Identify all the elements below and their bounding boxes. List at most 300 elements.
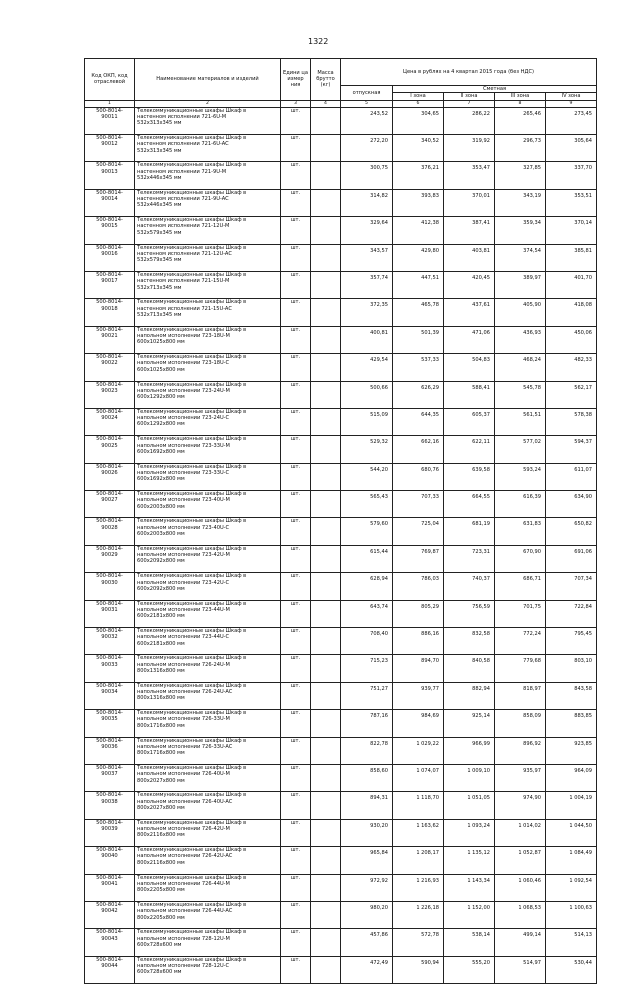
name-line: напольном исполнении 723-33U-C [137,469,230,476]
cell-price: 286,22 [444,107,495,134]
name-line: напольном исполнении 728-12U-C [137,963,230,969]
cell-price: 429,54 [341,354,393,381]
cell-price: 772,24 [495,628,546,655]
cell-code [85,874,135,901]
cell-price: 418,08 [546,299,597,326]
name-line: Телекоммуникационные шкафы Шкаф в [137,354,247,361]
name-line: Телекоммуникационные шкафы Шкаф в [137,162,247,169]
cell-price: 818,97 [495,682,546,709]
name-line: напольном исполнении 723-24U-C [137,415,230,422]
cell-unit: шт. [281,463,311,490]
cell-price: 786,03 [393,573,444,600]
cell-mass [311,107,341,134]
cell-price: 359,34 [495,217,546,244]
cell-name [135,628,281,655]
cell-code [85,381,135,408]
cell-price: 403,81 [444,244,495,271]
cell-unit: шт. [281,573,311,600]
name-line: Телекоммуникационные шкафы Шкаф в [137,874,247,881]
name-line: 532х446х345 мм [137,202,182,209]
name-line: 600х1292х800 мм [137,421,185,428]
code-part: 90041 [101,880,118,887]
cell-price: 707,34 [546,573,597,600]
cell-price: 304,65 [393,107,444,134]
name-line: напольном исполнении 723-33U-M [137,442,230,449]
code-part: 500-8014- [96,162,123,169]
cell-price: 273,45 [546,107,597,134]
cell-code [85,573,135,600]
code-part: 500-8014- [96,354,123,361]
cell-mass [311,162,341,189]
column-number: 3 [281,100,311,107]
cell-price: 701,75 [495,600,546,627]
cell-price: 465,78 [393,299,444,326]
cell-mass [311,271,341,298]
cell-price: 265,46 [495,107,546,134]
cell-price: 644,35 [393,408,444,435]
cell-price: 1 216,93 [393,874,444,901]
name-line: напольном исполнении 726-44U-M [137,880,230,887]
cell-unit: шт. [281,764,311,791]
name-line: напольном исполнении 723-18U-C [137,360,230,367]
cell-price: 1 084,49 [546,847,597,874]
header-zone-4: IV зона [546,93,597,100]
cell-code [85,326,135,353]
code-part: 500-8014- [96,436,123,443]
cell-unit: шт. [281,189,311,216]
cell-name [135,573,281,600]
cell-name [135,354,281,381]
table-row [85,189,597,216]
code-part: 90028 [101,524,118,531]
table-row [85,217,597,244]
name-line: Телекоммуникационные шкафы Шкаф в [137,107,247,114]
header-price-group: Цена в рублях на 4 квартал 2015 года (без НДС) [341,59,597,86]
cell-mass [311,956,341,983]
table-row [85,491,597,518]
cell-name [135,299,281,326]
name-line: 532х313х345 мм [137,120,182,127]
cell-unit: шт. [281,901,311,928]
cell-price: 357,74 [341,271,393,298]
cell-price: 795,45 [546,628,597,655]
cell-code [85,764,135,791]
code-part: 500-8014- [96,107,123,114]
code-part: 90044 [101,963,118,969]
cell-name [135,764,281,791]
name-line: Телекоммуникационные шкафы Шкаф в [137,189,247,196]
column-number: 7 [444,100,495,107]
column-number: 5 [341,100,393,107]
table-row [85,929,597,956]
cell-price: 436,93 [495,326,546,353]
cell-price: 751,27 [341,682,393,709]
cell-price: 722,84 [546,600,597,627]
code-part: 90038 [101,798,118,805]
cell-code [85,682,135,709]
cell-name [135,162,281,189]
cell-price: 471,06 [444,326,495,353]
cell-price: 450,06 [546,326,597,353]
cell-unit: шт. [281,545,311,572]
code-part: 500-8014- [96,271,123,278]
cell-name [135,271,281,298]
name-line: Телекоммуникационные шкафы Шкаф в [137,847,247,854]
cell-name [135,737,281,764]
cell-price: 401,70 [546,271,597,298]
code-part: 90012 [101,141,118,148]
name-line: Телекоммуникационные шкафы Шкаф в [137,408,247,415]
code-part: 90039 [101,826,118,833]
cell-price: 500,66 [341,381,393,408]
cell-price: 787,16 [341,710,393,737]
cell-name [135,518,281,545]
table-row [85,354,597,381]
code-part: 500-8014- [96,628,123,635]
name-line: Телекоммуникационные шкафы Шкаф в [137,326,247,333]
cell-price: 555,20 [444,956,495,983]
table-row [85,682,597,709]
cell-price: 1 009,10 [444,764,495,791]
name-line: настенном исполнении 721-6U-AC [137,141,229,148]
cell-code [85,271,135,298]
header-zone-1: I зона [393,93,444,100]
cell-price: 858,60 [341,764,393,791]
name-line: напольном исполнении 726-40U-M [137,771,230,778]
table-row [85,545,597,572]
cell-unit: шт. [281,682,311,709]
cell-mass [311,792,341,819]
table-body [85,100,597,984]
cell-price: 966,99 [444,737,495,764]
name-line: 532х446х345 мм [137,174,182,181]
name-line: 600х2003х800 мм [137,531,185,538]
name-line: настенном исполнении 721-9U-AC [137,196,229,203]
table-row [85,956,597,983]
cell-name [135,134,281,161]
cell-price: 1 143,34 [444,874,495,901]
name-line: 800х2205х800 мм [137,887,185,894]
name-line: Телекоммуникационные шкафы Шкаф в [137,436,247,443]
code-part: 500-8014- [96,929,123,936]
cell-price: 1 044,50 [546,819,597,846]
code-part: 500-8014- [96,737,123,744]
code-part: 90034 [101,689,118,696]
name-line: Телекоммуникационные шкафы Шкаф в [137,518,247,525]
cell-price: 370,01 [444,189,495,216]
code-part: 500-8014- [96,573,123,580]
cell-price: 740,37 [444,573,495,600]
cell-unit: шт. [281,381,311,408]
cell-unit: шт. [281,737,311,764]
cell-unit: шт. [281,436,311,463]
cell-price: 616,39 [495,491,546,518]
cell-price: 680,76 [393,463,444,490]
cell-name [135,491,281,518]
table-row [85,381,597,408]
cell-unit: шт. [281,792,311,819]
cell-name [135,189,281,216]
cell-price: 1 093,24 [444,819,495,846]
table-row [85,573,597,600]
cell-mass [311,847,341,874]
name-line: 600х1292х800 мм [137,394,185,401]
name-line: Телекоммуникационные шкафы Шкаф в [137,271,247,278]
cell-mass [311,682,341,709]
code-part: 90013 [101,168,118,175]
cell-price: 353,47 [444,162,495,189]
name-line: 800х1716х800 мм [137,722,185,729]
code-part: 500-8014- [96,299,123,306]
cell-mass [311,737,341,764]
name-line: Телекоммуникационные шкафы Шкаф в [137,381,247,388]
name-line: напольном исполнении 723-18U-M [137,333,230,340]
cell-mass [311,764,341,791]
column-number: 1 [85,100,135,107]
cell-code [85,436,135,463]
cell-price: 670,90 [495,545,546,572]
code-part: 90033 [101,661,118,668]
cell-mass [311,436,341,463]
cell-mass [311,354,341,381]
name-line: 600х2181х800 мм [137,640,185,647]
code-part: 90024 [101,415,118,422]
cell-unit: шт. [281,655,311,682]
cell-code [85,545,135,572]
cell-price: 1 092,54 [546,874,597,901]
cell-price: 305,64 [546,134,597,161]
column-number: 6 [393,100,444,107]
code-part: 500-8014- [96,847,123,854]
cell-price: 939,77 [393,682,444,709]
cell-code [85,299,135,326]
name-line: Телекоммуникационные шкафы Шкаф в [137,819,247,826]
cell-price: 579,60 [341,518,393,545]
code-part: 90018 [101,305,118,312]
code-part: 500-8014- [96,655,123,662]
cell-price: 472,49 [341,956,393,983]
code-part: 500-8014- [96,764,123,771]
table-row [85,436,597,463]
cell-price: 894,70 [393,655,444,682]
code-part: 90040 [101,853,118,860]
cell-code [85,162,135,189]
column-number: 4 [311,100,341,107]
cell-price: 615,44 [341,545,393,572]
cell-price: 803,10 [546,655,597,682]
column-number: 9 [546,100,597,107]
cell-unit: шт. [281,271,311,298]
code-part: 90023 [101,387,118,394]
cell-code [85,600,135,627]
name-line: 800х2027х800 мм [137,777,185,784]
cell-price: 538,14 [444,929,495,956]
cell-price: 980,20 [341,901,393,928]
cell-price: 514,13 [546,929,597,956]
cell-price: 664,55 [444,491,495,518]
cell-price: 1 226,18 [393,901,444,928]
name-line: Телекоммуникационные шкафы Шкаф в [137,134,247,141]
cell-price: 626,29 [393,381,444,408]
cell-price: 691,06 [546,545,597,572]
cell-price: 725,04 [393,518,444,545]
cell-name [135,847,281,874]
cell-code [85,847,135,874]
name-line: 600х1692х800 мм [137,476,185,483]
table-row [85,271,597,298]
cell-code [85,354,135,381]
table-row [85,819,597,846]
name-line: 600х1692х800 мм [137,448,185,455]
code-part: 90027 [101,497,118,504]
cell-mass [311,545,341,572]
cell-code [85,189,135,216]
cell-name [135,326,281,353]
name-line: Телекоммуникационные шкафы Шкаф в [137,792,247,799]
name-line: 600х1025х800 мм [137,339,185,346]
cell-price: 643,74 [341,600,393,627]
cell-price: 858,09 [495,710,546,737]
cell-price: 405,90 [495,299,546,326]
cell-code [85,710,135,737]
cell-name [135,107,281,134]
cell-code [85,956,135,983]
name-line: Телекоммуникационные шкафы Шкаф в [137,545,247,552]
cell-price: 681,19 [444,518,495,545]
cell-mass [311,573,341,600]
cell-price: 972,92 [341,874,393,901]
cell-unit: шт. [281,874,311,901]
cell-unit: шт. [281,710,311,737]
code-part: 90014 [101,196,118,203]
code-part: 90022 [101,360,118,367]
cell-price: 622,11 [444,436,495,463]
header-zone-2: II зона [444,93,495,100]
cell-price: 628,94 [341,573,393,600]
cell-code [85,408,135,435]
code-part: 90031 [101,606,118,613]
cell-price: 984,69 [393,710,444,737]
name-line: напольном исполнении 726-24U-AC [137,689,233,696]
cell-mass [311,491,341,518]
cell-price: 822,78 [341,737,393,764]
cell-price: 650,82 [546,518,597,545]
name-line: Телекоммуникационные шкафы Шкаф в [137,463,247,470]
cell-price: 468,24 [495,354,546,381]
cell-price: 343,57 [341,244,393,271]
cell-price: 634,90 [546,491,597,518]
cell-price: 756,59 [444,600,495,627]
cell-mass [311,901,341,928]
cell-unit: шт. [281,107,311,134]
cell-price: 296,73 [495,134,546,161]
cell-price: 429,80 [393,244,444,271]
cell-name [135,929,281,956]
cell-price: 447,51 [393,271,444,298]
cell-unit: шт. [281,162,311,189]
table-row [85,518,597,545]
cell-price: 545,78 [495,381,546,408]
cell-price: 1 014,02 [495,819,546,846]
name-line: напольном исполнении 723-40U-C [137,524,230,531]
cell-price: 590,94 [393,956,444,983]
name-line: Телекоммуникационные шкафы Шкаф в [137,573,247,580]
cell-price: 883,85 [546,710,597,737]
cell-unit: шт. [281,518,311,545]
cell-price: 974,90 [495,792,546,819]
cell-price: 686,71 [495,573,546,600]
name-line: Телекоммуникационные шкафы Шкаф в [137,764,247,771]
name-line: 800х2116х800 мм [137,832,185,839]
name-line: Телекоммуникационные шкафы Шкаф в [137,299,247,306]
name-line: Телекоммуникационные шкафы Шкаф в [137,600,247,607]
cell-name [135,600,281,627]
code-part: 90036 [101,743,118,750]
code-part: 500-8014- [96,326,123,333]
name-line: 600х2092х800 мм [137,585,185,592]
code-part: 90011 [101,113,118,120]
cell-price: 243,52 [341,107,393,134]
name-line: Телекоммуникационные шкафы Шкаф в [137,710,247,717]
cell-mass [311,189,341,216]
name-line: настенном исполнении 721-9U-M [137,168,227,175]
cell-price: 437,61 [444,299,495,326]
code-part: 90032 [101,634,118,641]
cell-code [85,901,135,928]
name-line: 800х2027х800 мм [137,804,185,811]
cell-price: 639,58 [444,463,495,490]
cell-price: 343,19 [495,189,546,216]
cell-price: 499,14 [495,929,546,956]
name-line: 600х728х600 мм [137,969,182,976]
code-part: 500-8014- [96,463,123,470]
name-line: 800х1716х800 мм [137,750,185,757]
name-line: напольном исполнении 726-40U-AC [137,798,233,805]
cell-code [85,929,135,956]
cell-price: 1 135,12 [444,847,495,874]
cell-price: 1 163,62 [393,819,444,846]
cell-mass [311,710,341,737]
cell-name [135,545,281,572]
code-part: 500-8014- [96,874,123,881]
cell-price: 327,85 [495,162,546,189]
header-name: Наименование материалов и изделий [135,59,281,101]
cell-price: 501,39 [393,326,444,353]
cell-code [85,491,135,518]
table-row [85,162,597,189]
cell-unit: шт. [281,354,311,381]
cell-price: 840,58 [444,655,495,682]
cell-price: 389,97 [495,271,546,298]
name-line: 600х2181х800 мм [137,613,185,620]
cell-unit: шт. [281,628,311,655]
table-row [85,408,597,435]
name-line: Телекоммуникационные шкафы Шкаф в [137,655,247,662]
name-line: напольном исполнении 726-44U-AC [137,908,233,915]
cell-code [85,518,135,545]
cell-name [135,217,281,244]
cell-name [135,381,281,408]
name-line: 800х1316х800 мм [137,695,185,702]
cell-price: 832,58 [444,628,495,655]
cell-price: 544,20 [341,463,393,490]
cell-price: 565,43 [341,491,393,518]
name-line: напольном исполнении 726-24U-M [137,661,230,668]
code-part: 500-8014- [96,901,123,908]
table-row [85,326,597,353]
cell-code [85,134,135,161]
name-line: напольном исполнении 723-40U-M [137,497,230,504]
